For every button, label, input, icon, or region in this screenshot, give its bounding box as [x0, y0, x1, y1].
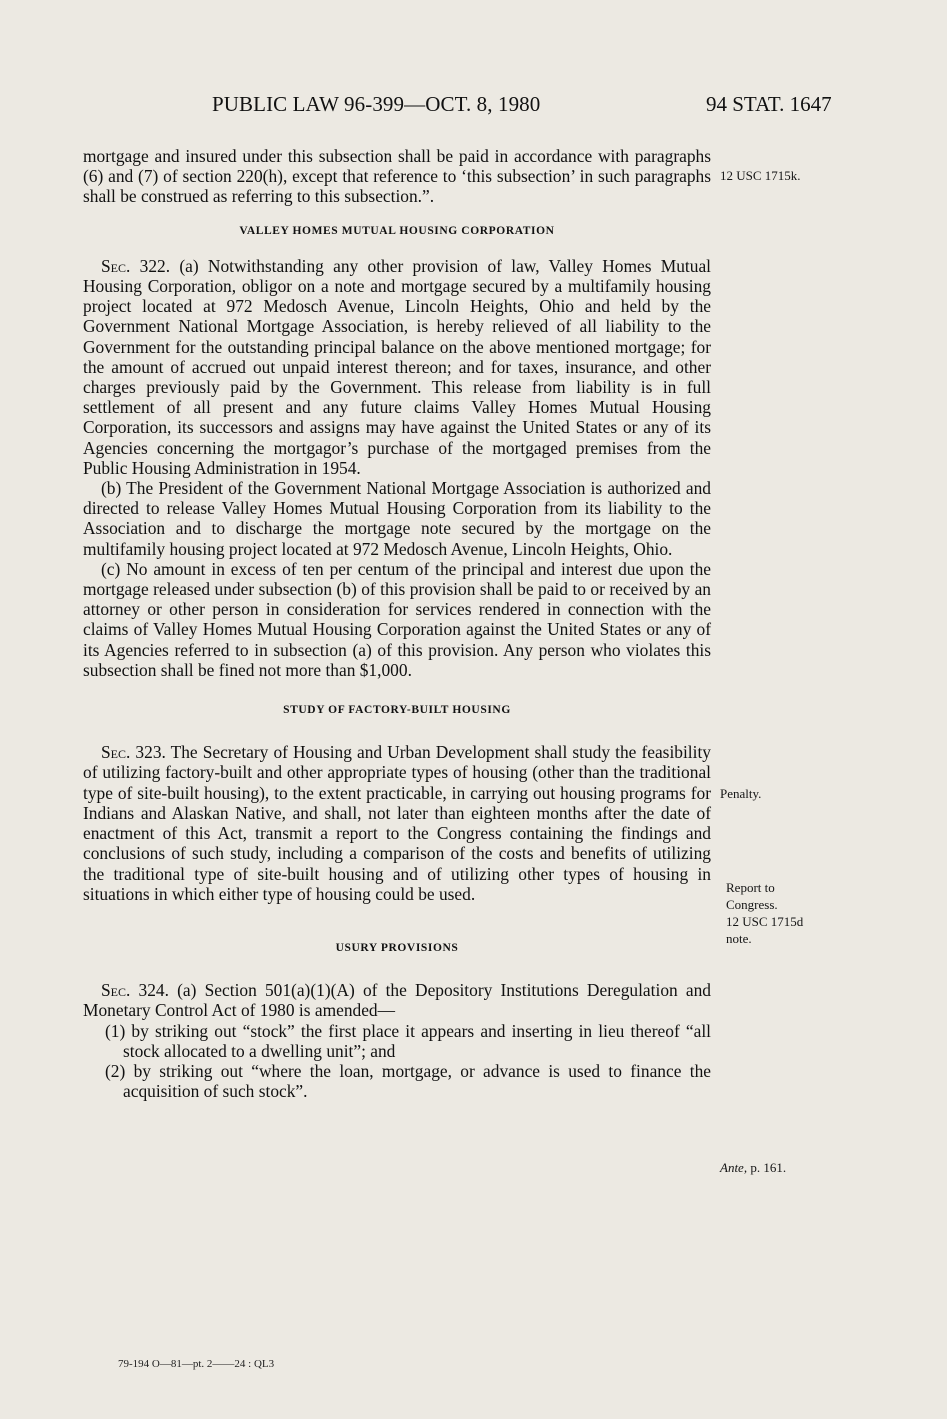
section-324: [83, 980, 711, 1020]
section-heading-usury: USURY PROVISIONS: [335, 941, 459, 954]
margin-note-report: [726, 879, 803, 947]
ante-italic: Ante,: [720, 1160, 748, 1175]
section-322-a: [83, 256, 711, 478]
amendment-item-2: (2) by striking out “where the loan, mortgage, or advance is used to finance the acquisition of such stock”.: [105, 1060, 711, 1102]
section-heading-factory-built: STUDY OF FACTORY-BUILT HOUSING: [283, 704, 511, 717]
section-heading-valley-homes: VALLEY HOMES MUTUAL HOUSING CORPORATION: [239, 224, 555, 237]
margin-note-usc-1715k: 12 USC 1715k.: [720, 168, 801, 183]
page-footer-code: 79-194 O—81—pt. 2——24 : QL3: [118, 1358, 275, 1370]
margin-note-usc-1715d: 12 USC 1715d: [726, 914, 804, 929]
section-322-b: (b) The President of the Government National Mortgage Association is authorized and directed to release Valley Homes Mutual Housing Corporation from its liability to the Association and to discharge the mortgage note secured by the mortgage on the multifamily housing project located at 972 Medosch Avenue, Lincoln Heights, Ohio.: [83, 478, 711, 559]
section-323: [83, 742, 711, 904]
ante-page: p. 161.: [747, 1160, 787, 1175]
sec-label: Sec.: [101, 980, 131, 1001]
section-323-text: 323. The Secretary of Housing and Urban Development shall study the feasibility of utilizing factory-built and other appropriate types of housing (other than the traditional type of site-built housing), to the extent practicable, in carrying out housing programs for Indians and Alaskan Native, and shall, not later than eighteen months after the date of enactment of this Act, transmit a report to the Congress containing the findings and conclusions of such study, including a comparison of the costs and benefits of utilizing the traditional type of site-built housing and of utilizing other types of housing in situations in which either type of housing could be used.: [83, 742, 711, 904]
section-322-c: (c) No amount in excess of ten per centum of the principal and interest due upon the mortgage released under subsection (b) of this provision shall be paid to or received by an attorney or other person in consideration for services rendered in connection with the claims of Valley Homes Mutual Housing Corporation against the United States or any of its Agencies referred to in subsection (a) of this provision. Any person who violates this subsection shall be fined not more than $1,000.: [83, 558, 711, 680]
margin-note-usc-note: note.: [726, 931, 752, 946]
margin-note-report-line2: Congress.: [726, 897, 778, 912]
sec-label: Sec.: [101, 255, 131, 276]
page-header-title: PUBLIC LAW 96-399—OCT. 8, 1980: [212, 92, 541, 116]
main-text: [83, 146, 711, 1101]
paragraph-continuation: mortgage and insured under this subsection shall be paid in accordance with paragraphs (6) and (7) of section 220(h), except that reference to ‘this subsection’ in such paragraphs shall be construed as referring to this subsection.”.: [83, 146, 711, 207]
amendment-item-1: (1) by striking out “stock” the first place it appears and inserting in lieu thereof “all stock allocated to a dwelling unit”; and: [105, 1020, 711, 1061]
margin-note-penalty: Penalty.: [720, 786, 762, 801]
margin-note-ante: [720, 1159, 786, 1176]
margin-note-report-line1: Report to: [726, 880, 775, 895]
page-header-stat: 94 STAT. 1647: [706, 92, 832, 116]
sec-label: Sec.: [101, 742, 131, 763]
section-322-a-text: 322. (a) Notwithstanding any other provision of law, Valley Homes Mutual Housing Corporation, obligor on a note and mortgage secured by a multifamily housing project located at 972 Medosch Avenue, Lincoln Heights, Ohio and held by the Government National Mortgage Association, is hereby relieved of all liability to the Government for the outstanding principal balance on the above mentioned mortgage; for the amount of accrued out unpaid interest thereon; and for taxes, insurance, and other charges previously paid by the Government. This release from liability is in full settlement of all present and any future claims Valley Homes Mutual Housing Corporation, its successors and assigns may have against the United States or any of its Agencies concerning the mortgagor’s purchase of the mortgaged premises from the Public Housing Administration in 1954.: [83, 255, 711, 478]
section-324-text: 324. (a) Section 501(a)(1)(A) of the Depository Institutions Deregulation and Monetary Control Act of 1980 is amended—: [83, 980, 711, 1021]
